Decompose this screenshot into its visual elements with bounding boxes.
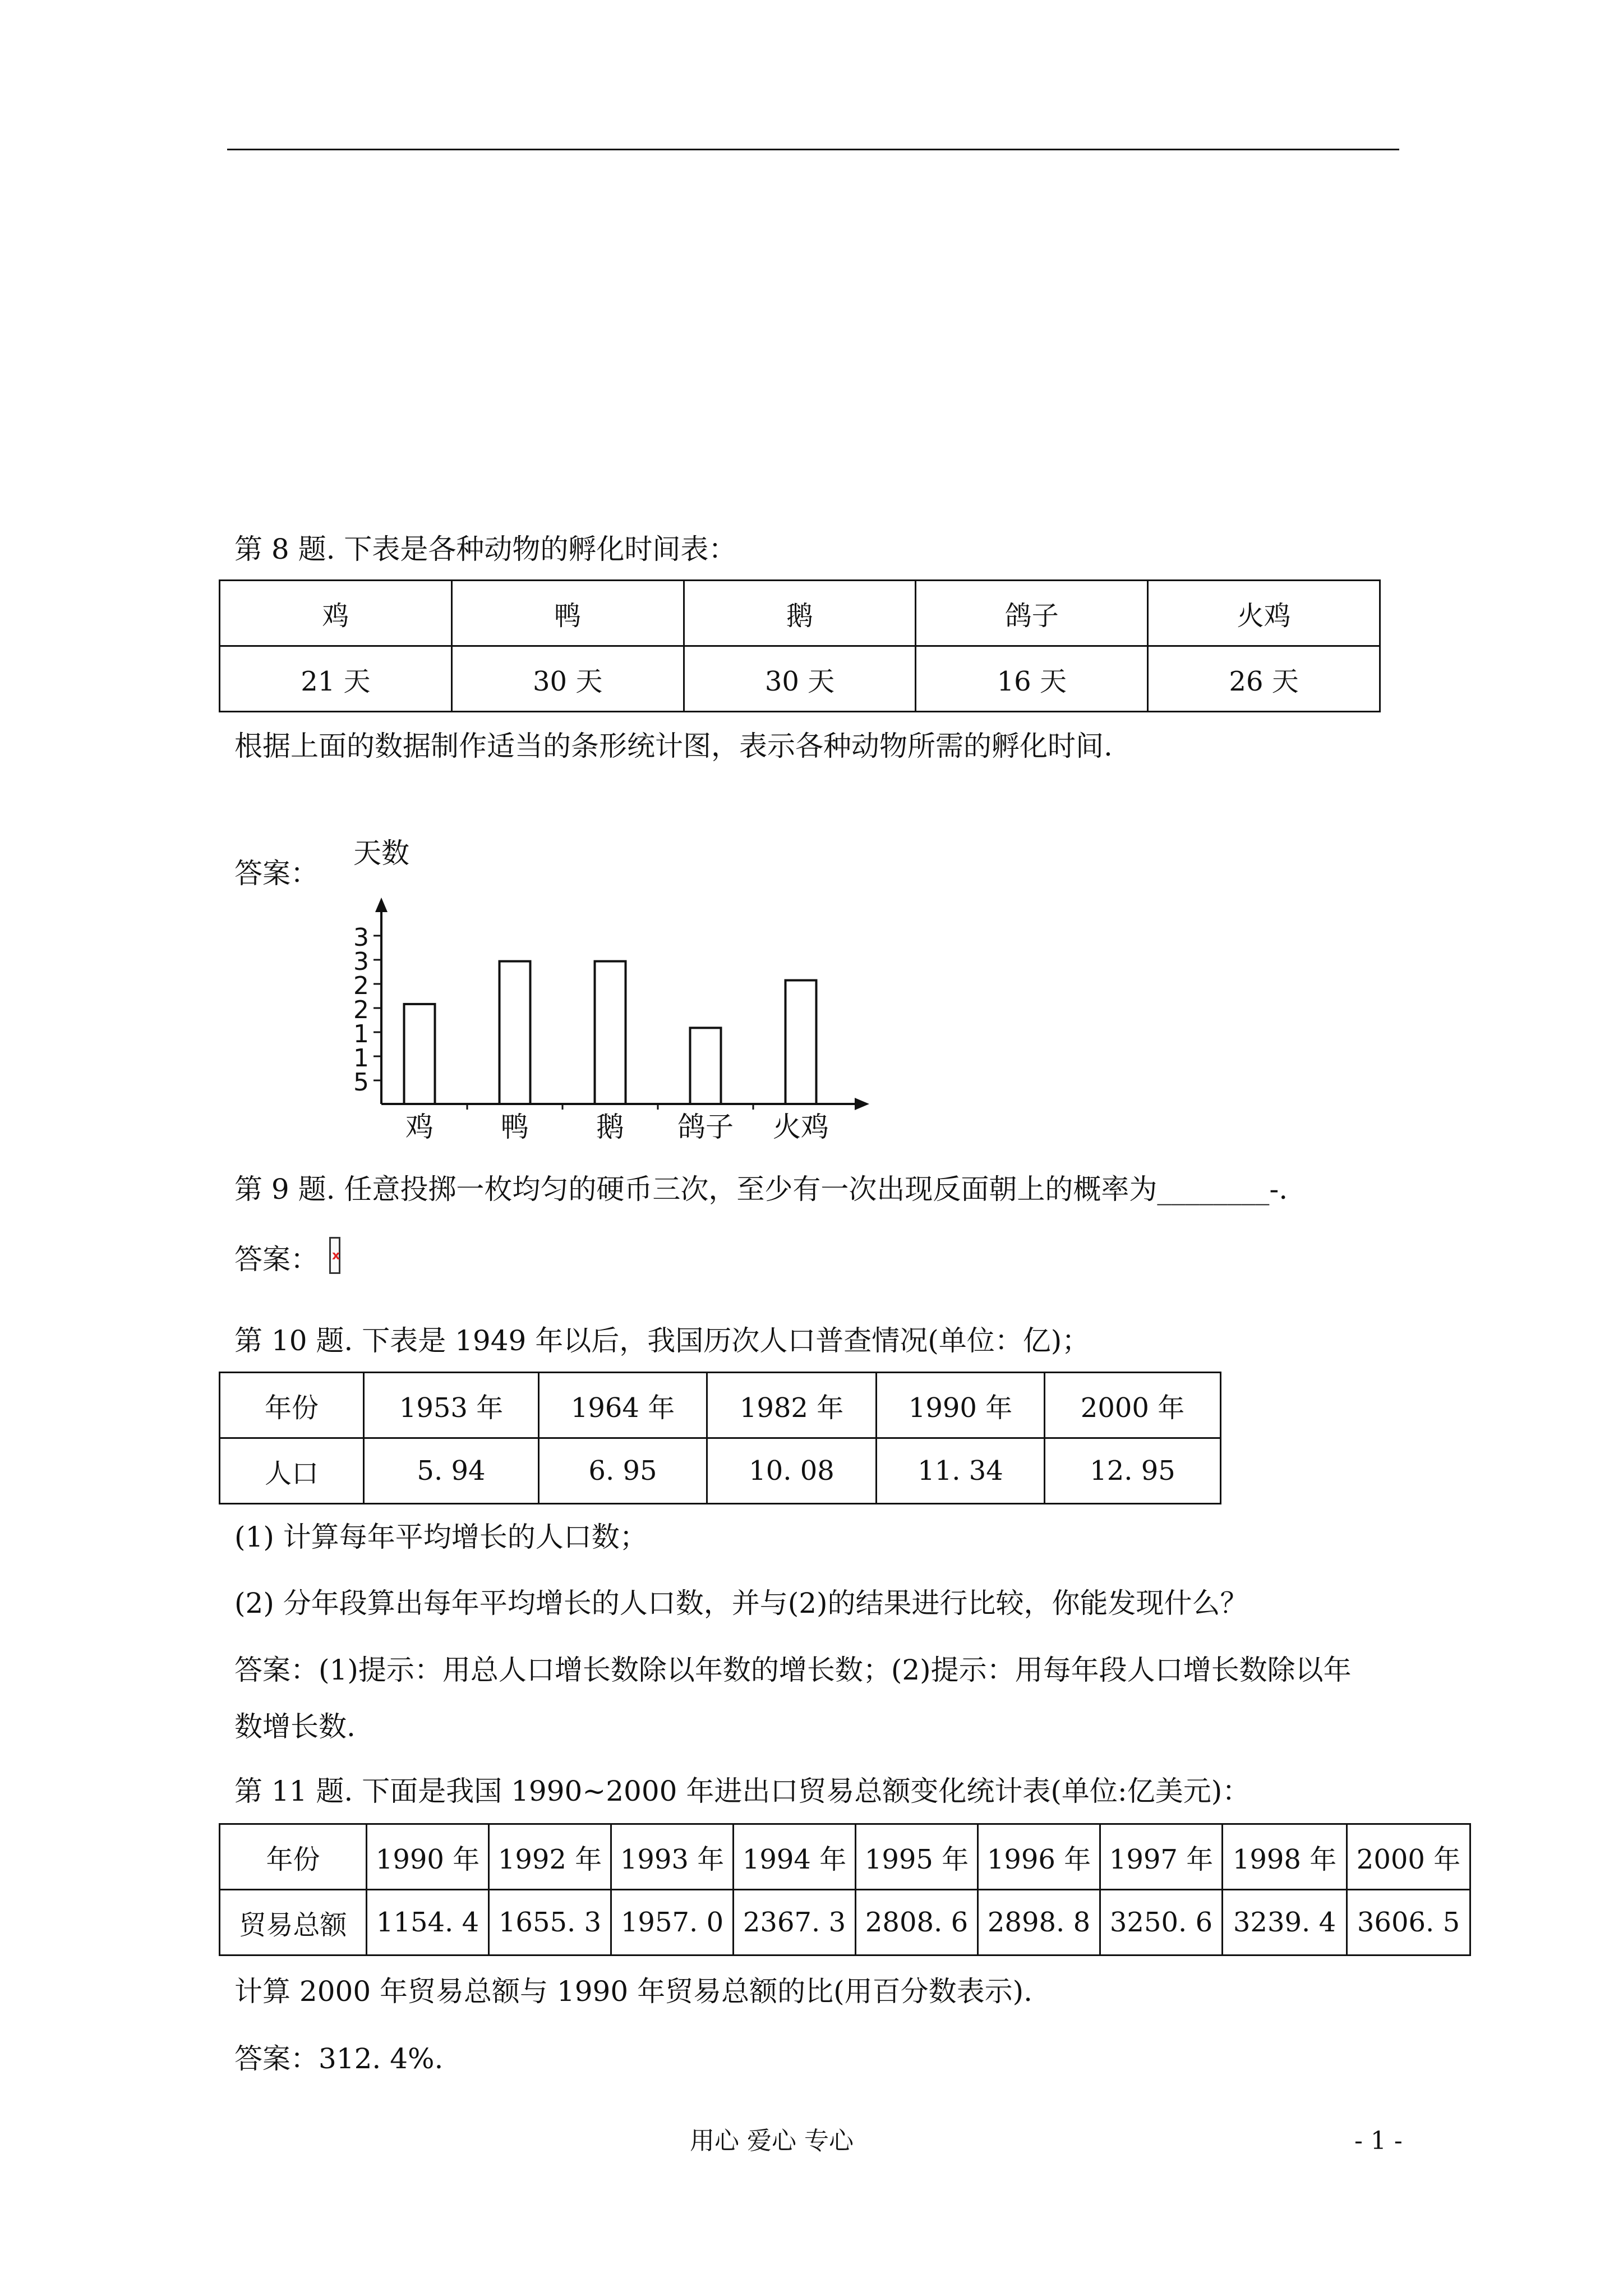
q10-subquestion-2: (2) 分年段算出每年平均增长的人口数，并与(2)的结果进行比较，你能发现什么？ bbox=[234, 1587, 1248, 1619]
bar bbox=[500, 961, 531, 1104]
q10-population-row bbox=[220, 1438, 1221, 1504]
q8-answer-label: 答案： bbox=[234, 857, 319, 890]
x-tick-label: 火鸡 bbox=[773, 1111, 829, 1143]
q10-table bbox=[219, 1372, 1221, 1504]
q11-cell: 1154. 4 bbox=[367, 1890, 489, 1955]
q10-cell: 12. 95 bbox=[1045, 1438, 1221, 1504]
y-tick-label: 2 bbox=[353, 996, 369, 1024]
q11-cell: 1998 年 bbox=[1223, 1824, 1347, 1890]
chart-bars bbox=[404, 961, 817, 1104]
q8-header-cell: 鸽子 bbox=[916, 581, 1148, 646]
q8-instruction: 根据上面的数据制作适当的条形统计图，表示各种动物所需的孵化时间. bbox=[234, 730, 1113, 762]
q11-cell: 2000 年 bbox=[1347, 1824, 1470, 1890]
q11-cell: 3250. 6 bbox=[1100, 1890, 1223, 1955]
bar bbox=[595, 961, 626, 1104]
footer-motto: 用心 爱心 专心 bbox=[690, 2127, 854, 2155]
q10-cell: 10. 08 bbox=[707, 1438, 877, 1504]
q11-cell: 3239. 4 bbox=[1223, 1890, 1347, 1955]
bar bbox=[786, 981, 817, 1104]
y-tick-label: 3 bbox=[353, 947, 369, 976]
q11-cell: 贸易总额 bbox=[220, 1890, 367, 1955]
q11-cell: 1994 年 bbox=[734, 1824, 856, 1890]
y-tick-label: 1 bbox=[353, 1044, 369, 1073]
q11-cell: 1995 年 bbox=[856, 1824, 978, 1890]
q8-header-cell: 鸭 bbox=[451, 581, 684, 646]
q10-year-row bbox=[220, 1373, 1221, 1438]
q11-cell: 1990 年 bbox=[367, 1824, 489, 1890]
q11-cell: 2898. 8 bbox=[978, 1890, 1100, 1955]
q8-value-cell: 26 天 bbox=[1148, 646, 1380, 712]
y-tick-label: 3 bbox=[353, 923, 369, 952]
q10-cell: 1964 年 bbox=[539, 1373, 707, 1438]
q11-cell: 1997 年 bbox=[1100, 1824, 1223, 1890]
hatch-days-bar-chart bbox=[336, 830, 875, 1144]
q8-value-cell: 21 天 bbox=[220, 646, 452, 712]
q8-header-cell: 火鸡 bbox=[1148, 581, 1380, 646]
q9-title: 第 9 题. 任意投掷一枚均匀的硬币三次，至少有一次出现反面朝上的概率为________-. bbox=[234, 1173, 1288, 1205]
q11-trade-row bbox=[220, 1890, 1470, 1955]
q11-cell: 2808. 6 bbox=[856, 1890, 978, 1955]
q10-cell: 年份 bbox=[220, 1373, 364, 1438]
q10-cell: 6. 95 bbox=[539, 1438, 707, 1504]
y-tick-label: 1 bbox=[353, 1020, 369, 1048]
x-tick-label: 鸡 bbox=[405, 1111, 434, 1143]
q10-cell: 1953 年 bbox=[364, 1373, 539, 1438]
q8-value-cell: 16 天 bbox=[916, 646, 1148, 712]
q9-answer-label: 答案： bbox=[234, 1243, 319, 1276]
q11-cell: 1993 年 bbox=[611, 1824, 734, 1890]
header-rule bbox=[227, 149, 1399, 150]
q11-cell: 1996 年 bbox=[978, 1824, 1100, 1890]
x-tick-label: 鹅 bbox=[596, 1111, 624, 1143]
bar bbox=[404, 1004, 435, 1104]
q11-cell: 年份 bbox=[220, 1824, 367, 1890]
q11-answer: 答案：312. 4%. bbox=[234, 2042, 444, 2075]
page-number: - 1 - bbox=[1354, 2127, 1403, 2155]
q11-cell: 2367. 3 bbox=[734, 1890, 856, 1955]
q10-cell: 5. 94 bbox=[364, 1438, 539, 1504]
q10-subquestion-1: (1) 计算每年平均增长的人口数； bbox=[234, 1521, 648, 1553]
y-axis-arrow bbox=[375, 898, 388, 912]
q11-year-row bbox=[220, 1824, 1470, 1890]
q11-table bbox=[219, 1823, 1471, 1956]
q8-value-cell: 30 天 bbox=[684, 646, 916, 712]
q11-cell: 1957. 0 bbox=[611, 1890, 734, 1955]
q8-value-cell: 30 天 bbox=[451, 646, 684, 712]
q8-table bbox=[219, 579, 1381, 712]
q10-title: 第 10 题. 下表是 1949 年以后，我国历次人口普查情况(单位：亿)； bbox=[234, 1324, 1090, 1357]
q11-title: 第 11 题. 下面是我国 1990~2000 年进出口贸易总额变化统计表(单位:亿美元)： bbox=[234, 1775, 1251, 1807]
q8-header-cell: 鸡 bbox=[220, 581, 452, 646]
q10-cell: 人口 bbox=[220, 1438, 364, 1504]
q11-cell: 1992 年 bbox=[489, 1824, 611, 1890]
q10-cell: 1982 年 bbox=[707, 1373, 877, 1438]
broken-image-icon: x bbox=[329, 1237, 340, 1274]
q8-title: 第 8 题. 下表是各种动物的孵化时间表： bbox=[234, 533, 737, 565]
q10-answer-line-2: 数增长数. bbox=[234, 1710, 356, 1743]
q8-value-row bbox=[220, 646, 1380, 712]
y-tick-label: 5 bbox=[353, 1068, 369, 1097]
y-axis-title: 天数 bbox=[353, 837, 409, 869]
q10-cell: 1990 年 bbox=[877, 1373, 1045, 1438]
q11-cell: 1655. 3 bbox=[489, 1890, 611, 1955]
y-tick-label: 2 bbox=[353, 972, 369, 1000]
x-axis-arrow bbox=[855, 1098, 869, 1110]
q8-header-cell: 鹅 bbox=[684, 581, 916, 646]
q11-cell: 3606. 5 bbox=[1347, 1890, 1470, 1955]
q11-instruction: 计算 2000 年贸易总额与 1990 年贸易总额的比(用百分数表示). bbox=[234, 1975, 1032, 2008]
x-tick-label: 鸭 bbox=[501, 1111, 529, 1143]
q10-cell: 2000 年 bbox=[1045, 1373, 1221, 1438]
bar bbox=[690, 1028, 721, 1104]
q10-cell: 11. 34 bbox=[877, 1438, 1045, 1504]
x-tick-label: 鸽子 bbox=[677, 1111, 734, 1143]
q8-header-row bbox=[220, 581, 1380, 646]
q10-answer-line-1: 答案：(1)提示：用总人口增长数除以年数的增长数；(2)提示：用每年段人口增长数除以年 bbox=[234, 1654, 1352, 1686]
